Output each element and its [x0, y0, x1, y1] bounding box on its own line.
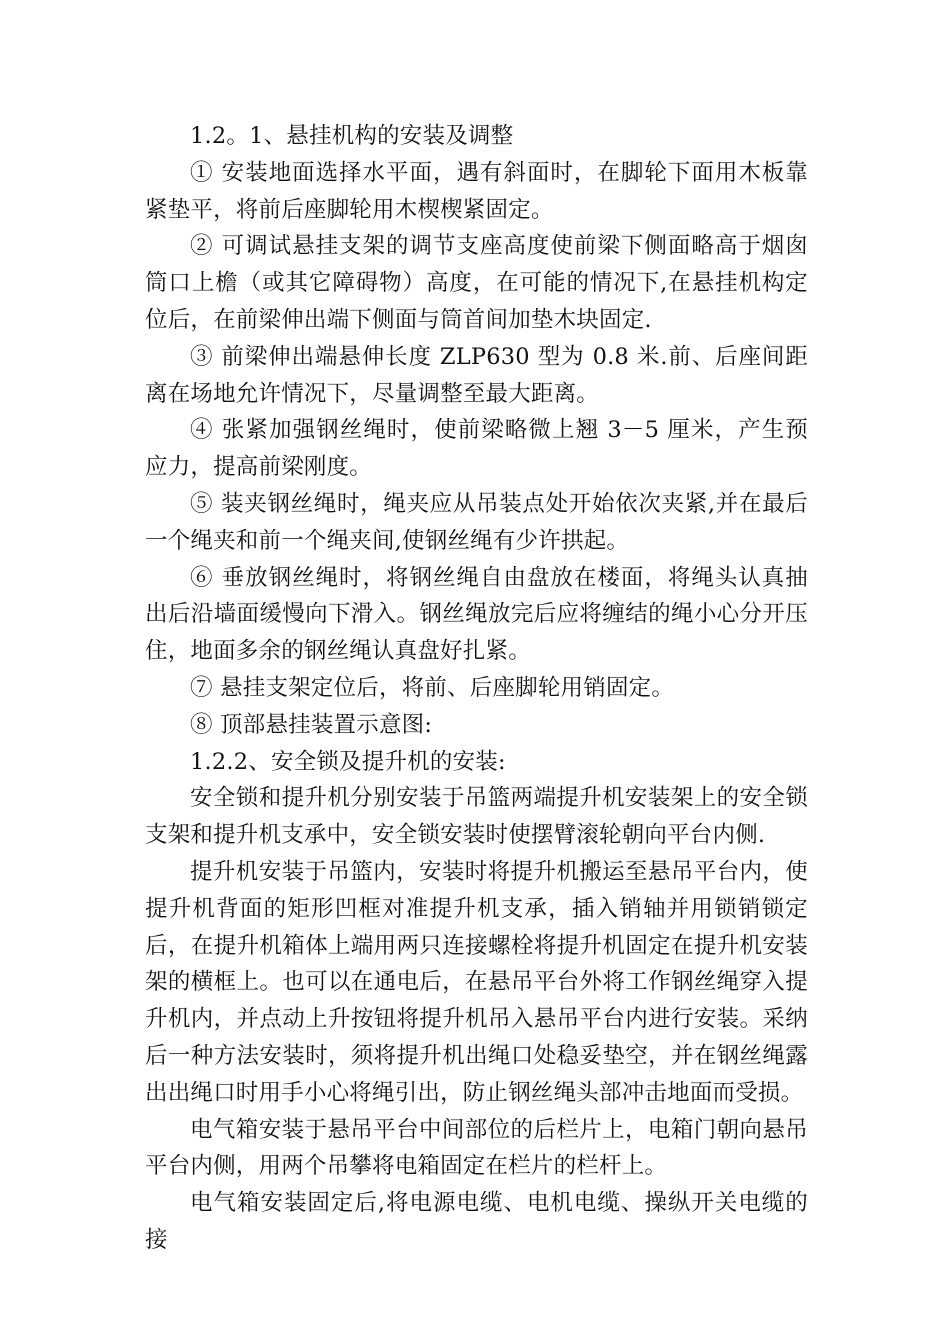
paragraph-item-2: ② 可调试悬挂支架的调节支座高度使前梁下侧面略高于烟囱筒口上檐（或其它障碍物）高度，在可能的情况下,在悬挂机构定位后，在前梁伸出端下侧面与筒首间加垫木块固定. — [145, 233, 808, 333]
paragraph-electric-box: 电气箱安装于悬吊平台中间部位的后栏片上，电箱门朝向悬吊平台内侧，用两个吊攀将电箱固定在栏片的栏杆上。 — [145, 1116, 808, 1180]
paragraph-item-5: ⑤ 装夹钢丝绳时，绳夹应从吊装点处开始依次夹紧,并在最后一个绳夹和前一个绳夹间,使钢丝绳有少许拱起。 — [145, 490, 808, 554]
section-heading-1-2-1: 1.2。1、悬挂机构的安装及调整 — [190, 123, 514, 149]
section-heading-1-2-2: 1.2.2、安全锁及提升机的安装: — [190, 748, 506, 775]
paragraph-item-1: ① 安装地面选择水平面，遇有斜面时，在脚轮下面用木板靠紧垫平，将前后座脚轮用木楔楔紧固定。 — [145, 159, 808, 223]
paragraph-hoist-install: 提升机安装于吊篮内，安装时将提升机搬运至悬吊平台内，使提升机背面的矩形凹框对准提升机支承，插入销轴并用锁销锁定后，在提升机箱体上端用两只连接螺栓将提升机固定在提升机安装架的横框上。也可以在通电后，在悬吊平台外将工作钢丝绳穿入提升机内，并点动上升按钮将提升机吊入悬吊平台内进行安装。采纳后一种方法安装时，须将提升机出绳口处稳妥垫空，并在钢丝绳露出出绳口时用手小心将绳引出，防止钢丝绳头部冲击地面而受损。 — [145, 858, 808, 1106]
paragraph-item-4: ④ 张紧加强钢丝绳时，使前梁略微上翘 3－5 厘米，产生预应力，提高前梁刚度。 — [145, 417, 808, 481]
paragraph-safety-lock: 安全锁和提升机分别安装于吊篮两端提升机安装架上的安全锁支架和提升机支承中，安全锁安装时使摆臂滚轮朝向平台内侧. — [145, 785, 808, 849]
paragraph-item-7: ⑦ 悬挂支架定位后，将前、后座脚轮用销固定。 — [190, 674, 675, 701]
paragraph-item-8: ⑧ 顶部悬挂装置示意图: — [190, 711, 433, 738]
paragraph-item-6: ⑥ 垂放钢丝绳时，将钢丝绳自由盘放在楼面，将绳头认真抽出后沿墙面缓慢向下滑入。钢丝绳放完后应将缠结的绳小心分开压住，地面多余的钢丝绳认真盘好扎紧。 — [145, 564, 808, 665]
paragraph-item-3: ③ 前梁伸出端悬伸长度 ZLP630 型为 0.8 米.前、后座间距离在场地允许情况下，尽量调整至最大距离。 — [145, 343, 808, 407]
paragraph-electric-box-wiring: 电气箱安装固定后,将电源电缆、电机电缆、操纵开关电缆的接 — [145, 1190, 808, 1253]
